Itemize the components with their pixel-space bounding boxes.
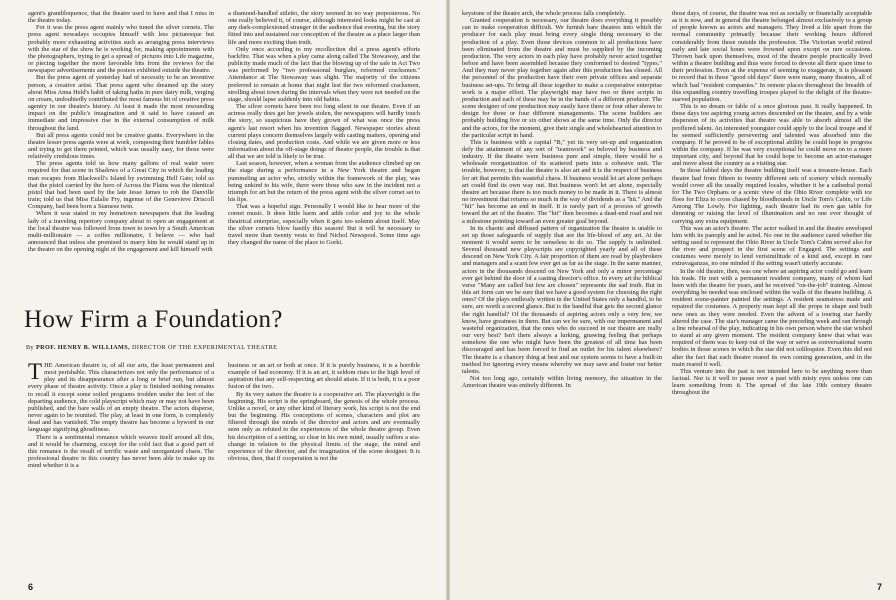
article-column-1: [28, 359, 214, 470]
paragraph: [228, 10, 420, 46]
paragraph-text: those days, of course, the theatre was not as socially or financially acceptable as it is now, and in general the theatre belonged almost exclusively to a group of people known as actors and managers. They lived a life apart from the normal community primarily because their working hours differed considerably from those outside the profession. The Victorian world retired early and late social hours were frowned upon except on rare occasions. Thrown back upon themselves, most of the theatre people practically lived within a theatre building and thus were forced to devote all their spare time to their profession. Even at the expense of seeming to exaggerate, it is pleasant to record that in those "good old days" there were many, many theatres, all of which had "resident companies." In remote places throughout the breadth of this expanding country travelling troupes played to the delight of the theatre-starved population.: [672, 10, 872, 103]
paragraph-text: But all press agents could not be creative giants. Everywhere in the theatre lesser press agents were at work, composing their humbler fables and trying to get them printed, which was usually easy, for those were relatively credulous times.: [28, 131, 214, 161]
right-column-1: [462, 10, 662, 389]
paragraph: [28, 132, 214, 161]
paragraph-text: a diamond-handled stiletto, the story seemed in no way preposterous. No one really believed it, of course, although interested looks might be cast at any dark-complexioned stranger in the audience that evening, but the story fitted into and sustained our conception of the theatre as a place larger than life and more exciting than truth.: [228, 10, 420, 46]
byline-prefix: By: [26, 344, 35, 351]
paragraph: [28, 160, 214, 210]
article-column-2: [228, 362, 420, 462]
paragraph-text: agent's grandiloquence, that the theatre used to have and that I miss in the theatre today.: [28, 10, 214, 25]
paragraph: [672, 225, 872, 268]
paragraph-text: That was a hopeful sign. Personally I would like to hear more of the cornet music. It does little harm and adds color and joy to the whole theatrical enterprise, especially when it gets too solemn about itself. May the silver cornets blow hastily this season! But it will be necessary to travel more than twenty vests to find Nichol Newspool. Some time ago they changed the name of the place to Gorki.: [228, 203, 420, 246]
paragraph: [672, 167, 872, 224]
paragraph-text: In the old theatre, then, was one where an aspiring actor could go and learn his trade. He met with a permanent resident company, many of whom had been with the theatre for years, and he received "on-the-job" training. Almost everything he needed was enclosed within the walls of the theatre building. A resident scene-painter painted the settings. A resident seamstress made and repaired the costumes. A property man kept all the props in shape and built new ones as they were needed. Even the advent of a touring star hardly altered the case. The star's manager came the preceding week and ran through a line rehearsal of the play, indicating in his own person where the star wished to stand at any given moment. The resident company knew that what was required of them was to keep out of the way or serve as conversational warm bodies in those scenes in which the star did not soliloquize. Even this did not alter the fact that each theatre reared its own coming generation, and in the main reared it well.: [672, 267, 873, 368]
byline-role: DIRECTOR OF THE EXPERIMENTAL THEATRE: [132, 344, 278, 351]
paragraph: [28, 434, 214, 470]
paragraph: [672, 368, 872, 397]
paragraph-text: Last season, however, when a woman from the audience climbed up on the stage during a performance in a New York theatre and began pummeling an actor who, strictly within the framework of the play, was being unkind to his wife, there were those who saw in the incident not a triumph for art but the return of the press agent with the silver cornet set to his lips.: [228, 160, 420, 204]
paragraph: [28, 24, 214, 74]
paragraph-text: This is business with a capital "B," yet its very set-up and organization defy the attainment of any sort of "teamwork" so beloved by business and industry. If the theatre were business pure and simple, there would be a wholesale reorganization of its scattered parts into a cohesive unit. The trouble, however, is that the theatre is also art and it is the respect of business for art that permits this wasteful chaos. If business would let art alone perhaps art could find its own way out. But business won't let art alone, especially theatre art because there is too much money to be made in it. There is almost no investment that returns so much in the way of dividends as a "hit." And the "hit" has become an end in itself. It is rarely part of a process of growth toward the art of the theatre. The "hit" then becomes a dead-end road and not a milestone pointing toward an even greater goal beyond.: [462, 138, 662, 225]
paragraph: [228, 203, 420, 246]
paragraph-text: This venture into the past is not intended here to be anything more than factual. Nor is it well to pause over a past with misty eyes unless one can learn something from it. The spread of the late 19th century theatre throughout the: [672, 367, 872, 397]
paragraph: [228, 103, 420, 160]
paragraph: [462, 139, 662, 225]
paragraph: [672, 103, 872, 167]
article-byline: [26, 344, 436, 351]
right-column-2: [672, 10, 872, 396]
paragraph-text: Only once according to my recollection did a press agent's efforts backfire. That was when a play came along called The Stowaway, and the publicity made much of the fact that the blowing up of the safe in Act Two was performed by "two professional burglars, reformed cracksmen." Attendance at The Stowaway was slight. The majority of the citizens preferred to remain at home that night lest the two reformed cracksmen, strolling about town during the intervals when they were not needed on the stage, should lapse suddenly into old habits.: [228, 45, 420, 103]
byline-author: PROF. HENRY B. WILLIAMS,: [35, 344, 131, 351]
left-column-2: [228, 10, 420, 246]
paragraph-text: business or an art or both at once. If it is purely business, it is a horrible example of bad economy. If it is an art, it seldom rises to the high level of aspiration that any self-respecting art should attain. If it is both, it is a poor fusion of the two.: [228, 362, 420, 391]
page-right: [450, 0, 896, 600]
paragraph: [228, 362, 420, 391]
paragraph-text: Granted cooperation is necessary, our theatre does everything it possibly can to make cooperation difficult. We furnish bare theatres into which the producer for each play must bring every single thing necessary to the production of a play. Even those devices common to all productions have been eliminated from the theatre and must be supplied by the incoming production. The very actors in each play have probably never acted together before and have been assembled because they conformed to desired "types." And they may never play together again after this production has closed. All the personnel of the production have their own private offices and separate business set-ups. To bring all these together to make a cooperative enterprise work is a major effort. The playwright may have two or three scripts in production and each of these may be in the hands of a different producer. The scene designer of one production may easily have three or four other shows to design for three or four different managements. The scene builders are probably building five or six other shows at the same time. Only the director and the actors, for the moment, give their single and wholehearted attention to the particular script in hand.: [462, 17, 662, 139]
paragraph: [228, 391, 420, 463]
paragraph: [462, 375, 662, 389]
paragraph: [462, 17, 662, 139]
paragraph: [28, 359, 214, 434]
paragraph-text: In those fabled days the theatre building itself was a treasure-house. Each theatre had from fifteen to twenty different sets of scenery which normally would cover all the usually required locales, whether it be a cathedral portal for The Two Orphans or a scenic view of the Ohio River complete with ice floes for Eliza to cross chased by bloodhounds in Uncle Tom's Cabin, or Life Among The Lowly. For lighting, each theatre had its own gas table for dimming or raising the level of illumination and no one ever thought of carrying any extra equipment.: [672, 167, 872, 225]
page-number-left: 6: [28, 582, 34, 592]
paragraph-text: HE American theatre is, of all our arts, the least permanent and most perishable. This characterizes not only the performance of a play and its disappearance after a long or brief run, but almost every phase of theatre activity. Once a play is finished nothing remains to recall it except some soiled programs trodden under the feet of the departing audience, the cold playscript which may or may not have been published, and the bare walls of an empty theatre. The actors disperse, never again to be reunited. The play, at least in one form, is completely dead and has vanished. The empty theatre has become a byword in our language signifying ghostliness.: [28, 362, 214, 434]
paragraph-text: The press agents told us how many gallons of real water were required for that scene in Shadows of a Great City in which the leading man escapes from Blackwell's Island by swimming Hell Gate; told us that the pistol carried by the hero of Across the Plains was the identical pistol that had been used by the late Jesse James to rob the Danville train; told us that Miss Eulalie Fry, ingenue of the Genevieve Driscoll Company, had been born a Siamese twin.: [28, 160, 214, 211]
paragraph-text: There is a sentimental romance which weaves itself around all this, and it would be charming, except for the cold fact that a good part of this romance is the result of terrific waste and unorganized chaos. The professional theatre in this country has never been able to make up its mind whether it is a: [28, 433, 214, 470]
drop-cap: T: [28, 359, 43, 384]
paragraph: [28, 10, 214, 24]
paragraph-text: This is no dream or fable of a once glorious past. It really happened. In those days too aspiring young actors descended on the theatre, and by a wide dispersion of its activities that theatre was able to absorb almost all the proffered talent. An interested youngster could apply to the local troupe and if he seemed sufficiently persevering and talented was absorbed into the company. If he proved to be of exceptional ability he could hope to progress within the company. If he was very exceptional he could move on to a more important city, and beyond that he could hope to become an actor-manager and move about the country as a visiting star.: [672, 103, 872, 168]
page-left: [0, 0, 446, 600]
paragraph: [462, 225, 662, 375]
article-title: How Firm a Foundation?: [24, 306, 283, 333]
paragraph-text: By its very nature the theatre is a cooperative art. The playwright is the beginning. His script is the springboard, the genesis of the whole process. Unlike a novel, or any other kind of literary work, his script is not the end but the beginning. His conceptions of scenes, characters and plot are filtered through the minds of the director and actors and are eventually seen only as refuted to the experiences of the whole theatre group. Even his description of a setting, so clear in his own mind, usually suffers a sea-change in relation to the physical limits of the stage, the mind and experience of the director, and the imagination of the scene designer. It is obvious, then, that if cooperation is not the: [228, 390, 420, 463]
paragraph: [672, 268, 872, 368]
left-column-1: [28, 10, 214, 253]
paragraph: [228, 160, 420, 203]
paragraph-text: Not too long ago, certainly within living memory, the situation in the American theatre was entirely different. In: [462, 374, 662, 390]
paragraph: [28, 210, 214, 253]
page-number-right: 7: [876, 582, 882, 592]
paragraph-text: When it was stated in my hometown newspapers that the leading lady of a traveling repertory company about to open an engagement at the local theatre was followed from town to town by a South American multi-millionaire — a coffee millionaire, I believe — who had announced that unless she promised to marry him he would stand up in the theatre on the opening night of the engagement and kill himself with: [28, 210, 214, 254]
paragraph-text: This was an actor's theatre. The actor walked in and the theatre enveloped him with its panoply and he acted. No one in the audience cared whether the setting used to represent the Ohio River in Uncle Tom's Cabin served also for the river and prospect in the first scene of Engaged. The settings and costumes were merely to lend verisimilitude of a kind and, except in rare extravaganzas, no one minded if the setting wasn't utterly accurate.: [672, 224, 872, 268]
paragraph-text: But the press agent of yesterday had of necessity to be an inventive person, a creative artist. That press agent who dreamed up the story about Miss Anna Held's habit of taking baths in pure dairy milk, verging on cream, undoubtedly contributed the most famous bit of creative press agentry in our theatre's history. At least it made the most resounding impact on the public's imagination and it said to have caused an immediate and impressive rise in the external consumption of milk throughout the land.: [28, 74, 214, 132]
paragraph-text: The silver cornets have been too long silent in our theatre. Even if an actress really does get her jewels stolen, the newspapers will hardly touch the story, so suspicious have they grown of what was once the press agent's last resort when his invention flagged. Newspaper stories about current plays concern themselves largely with casting matters, opening and closing dates, and production costs. And while we are given more or less information about the off-stage doings of theatre people, the trouble is that all that we are told is likely to be true.: [228, 103, 420, 161]
paragraph-text: In its chaotic and diffused pattern of organization the theatre is unable to set up those safeguards of supply that are the life-blood of any art. At the moment it would seem to be senseless to do so. The supply is unlimited. Several thousand new playscripts are copyrighted yearly and all of these descend on New York City. A fair proportion of them are read by playbrokers and managers and a scant few ever get as far as the stage. In the same manner, actors in the thousands descend on New York and only a minor percentage ever get behind the door of a casting director's office. In every art the biblical verse "Many are called but few are chosen" represents the sad truth. But in this art form can we be sure that we have a good system for choosing the right ones? Of the plays endlessly written in the United States only a handful, to be sure, are worth a second glance. But is the handful that gets the second glance the right handful? Of the thousands of aspiring actors only a very few, we know, have greatness in them. But can we be sure, with our impermanent and wasteful organization, that the ones who do succeed in our theatre are really our very best? Isn't there always a lurking, gnawing feeling that perhaps somehow the one who might have been the greatest of all time has been discouraged and has been forced to find an outlet for his talent elsewhere? The theatre is a chancey thing at best and our system seems to have a built-in method for ignoring every means whereby we may save and foster our better talents.: [462, 224, 662, 375]
paragraph: [462, 10, 662, 17]
paragraph: [228, 46, 420, 103]
paragraph: [28, 74, 214, 131]
paragraph-text: For it was the press agent mainly who tuned the silver cornets. The press agent nowadays occupies himself with less picturesque but probably more exhausting activities such as arranging press interviews with the star of the show he is working for, making appointments with the photographers, trying to get a spread of pictures into Life magazine, or piecing together the more favorable bits from the reviews for the newspaper advertisements and the posters exhibited outside the theatre.: [28, 24, 214, 75]
paragraph: [672, 10, 872, 103]
paragraph-text: keystone of the theatre arch, the whole process falls completely.: [462, 10, 626, 17]
